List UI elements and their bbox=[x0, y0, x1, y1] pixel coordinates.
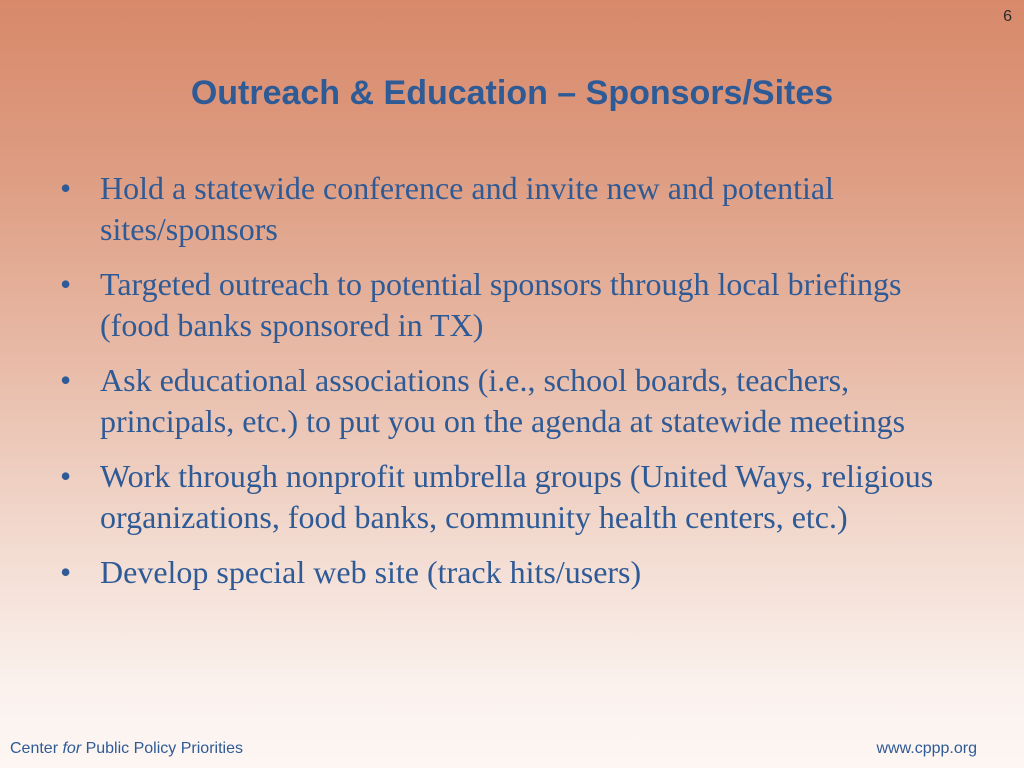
footer-org-em: for bbox=[62, 740, 82, 757]
footer-url: www.cppp.org bbox=[876, 740, 977, 757]
footer-organization bbox=[10, 740, 243, 758]
bullet-glyph: • bbox=[60, 458, 72, 494]
bullet-glyph: • bbox=[60, 554, 72, 590]
bullet-text: Hold a statewide conference and invite new and potential sites/sponsors bbox=[100, 170, 834, 247]
bullet-text: Ask educational associations (i.e., school boards, teachers, principals, etc.) to put you on the agenda at statewide meetings bbox=[100, 362, 906, 439]
bullet-item bbox=[56, 360, 956, 442]
footer-org-post: Public Policy Priorities bbox=[81, 740, 243, 757]
bullet-glyph: • bbox=[60, 362, 72, 398]
slide-number: 6 bbox=[1003, 8, 1012, 25]
bullet-list bbox=[56, 168, 956, 607]
bullet-item bbox=[56, 168, 956, 250]
bullet-item bbox=[56, 552, 956, 593]
bullet-glyph: • bbox=[60, 266, 72, 302]
slide-title: Outreach & Education – Sponsors/Sites bbox=[190, 74, 834, 112]
bullet-item bbox=[56, 264, 956, 346]
bullet-text: Targeted outreach to potential sponsors through local briefings (food banks sponsored in TX) bbox=[100, 266, 902, 343]
bullet-text: Develop special web site (track hits/users) bbox=[100, 554, 642, 590]
bullet-glyph: • bbox=[60, 170, 72, 206]
bullet-text: Work through nonprofit umbrella groups (United Ways, religious organizations, food banks, community health centers, etc.) bbox=[100, 458, 934, 535]
bullet-item bbox=[56, 456, 956, 538]
footer-org-pre: Center bbox=[10, 740, 63, 757]
